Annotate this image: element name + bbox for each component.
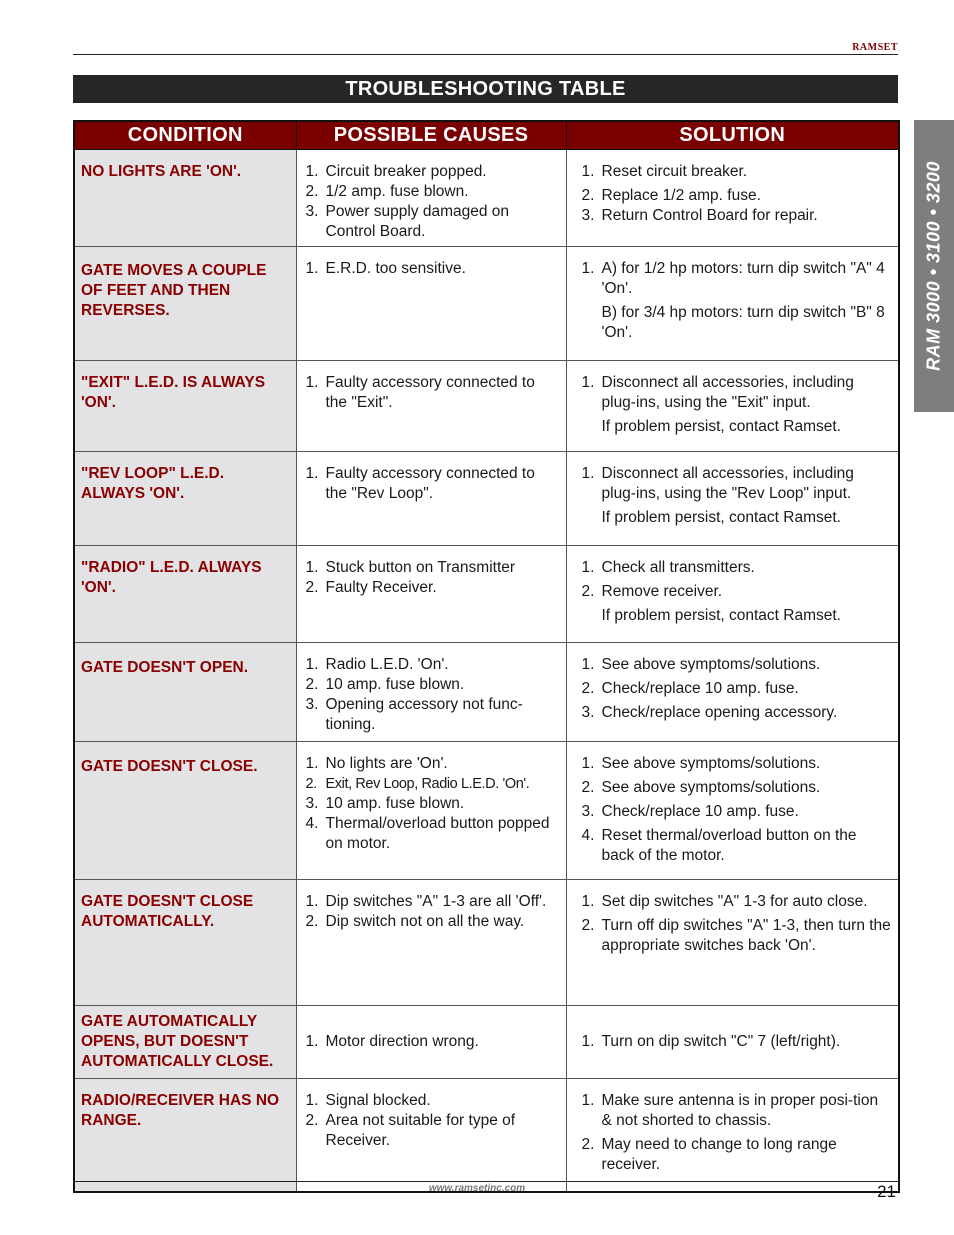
list-item: B) for 3/4 hp motors: turn dip switch "B" 8 'On'. [601, 303, 885, 341]
condition-cell: GATE AUTOMATICALLY OPENS, BUT DOESN'T AUTOMATICALLY CLOSE. [74, 1005, 296, 1078]
model-side-tab [914, 120, 954, 412]
list-item: 3. Check/replace 10 amp. fuse. [581, 802, 799, 820]
table-header-row [74, 121, 899, 149]
list-item: 2. Turn off dip switches "A" 1-3, then turn the appropriate switches back 'On'. [581, 916, 891, 954]
list-item: 1. Check all transmitters. [581, 558, 755, 576]
condition-cell: GATE DOESN'T CLOSE. [74, 741, 296, 879]
list-item: 1. Radio L.E.D. 'On'. [305, 655, 449, 673]
condition-cell: RADIO/RECEIVER HAS NO RANGE. [74, 1078, 296, 1192]
list-item: 2. 1/2 amp. fuse blown. [305, 182, 469, 200]
solution-cell [566, 360, 899, 451]
list-item: If problem persist, contact Ramset. [601, 508, 841, 526]
causes-cell [296, 149, 566, 246]
footer-url: www.ramsetinc.com [428, 1183, 526, 1194]
brand-logo: RAMSET [852, 42, 898, 53]
causes-cell [296, 360, 566, 451]
list-item: 3. 10 amp. fuse blown. [305, 794, 465, 812]
list-item: 1. Turn on dip switch "C" 7 (left/right). [581, 1032, 841, 1050]
table-row [74, 451, 899, 545]
page-number: 21 [877, 1182, 896, 1201]
solution-cell [566, 879, 899, 1005]
list-item: 1. E.R.D. too sensitive. [305, 259, 466, 277]
solution-cell [566, 545, 899, 642]
condition-cell: GATE DOESN'T OPEN. [74, 642, 296, 741]
list-item: If problem persist, contact Ramset. [601, 606, 841, 624]
list-item: 2. Area not suitable for type of Receiver. [305, 1111, 516, 1149]
list-item: 2. Dip switch not on all the way. [305, 912, 525, 930]
list-item: 3. Power supply damaged on Control Board. [305, 202, 510, 240]
list-item: 2. May need to change to long range receiver. [581, 1135, 837, 1173]
solution-cell [566, 149, 899, 246]
troubleshooting-table [73, 120, 900, 1193]
condition-cell: GATE MOVES A COUPLE OF FEET AND THEN REVERSES. [74, 246, 296, 360]
condition-cell: "RADIO" L.E.D. ALWAYS 'ON'. [74, 545, 296, 642]
table-row [74, 741, 899, 879]
top-rule [73, 54, 898, 55]
solution-cell [566, 451, 899, 545]
list-item: 1. See above symptoms/solutions. [581, 754, 821, 772]
list-item: 1. Faulty accessory connected to the "Exit". [305, 373, 535, 411]
list-item: If problem persist, contact Ramset. [601, 417, 841, 435]
bottom-rule [73, 1181, 898, 1182]
column-header-solution: SOLUTION [566, 121, 899, 149]
causes-cell [296, 246, 566, 360]
list-item: 1. Stuck button on Transmitter [305, 558, 516, 576]
list-item: 2. Remove receiver. [581, 582, 723, 600]
causes-cell [296, 545, 566, 642]
table-row [74, 545, 899, 642]
list-item: 2. Faulty Receiver. [305, 578, 437, 596]
column-header-condition: CONDITION [74, 121, 296, 149]
column-header-causes: POSSIBLE CAUSES [296, 121, 566, 149]
list-item: 1. See above symptoms/solutions. [581, 655, 821, 673]
condition-cell: GATE DOESN'T CLOSE AUTOMATICALLY. [74, 879, 296, 1005]
list-item: 1. Dip switches "A" 1-3 are all 'Off'. [305, 892, 547, 910]
list-item: 2. Check/replace 10 amp. fuse. [581, 679, 799, 697]
causes-cell [296, 879, 566, 1005]
list-item: 4. Reset thermal/overload button on the back of the motor. [581, 826, 857, 864]
list-item: 1. Circuit breaker popped. [305, 162, 487, 180]
list-item: 3. Check/replace opening accessory. [581, 703, 838, 721]
list-item: 1. Make sure antenna is in proper posi-tion & not shorted to chassis. [581, 1091, 879, 1129]
solution-cell [566, 246, 899, 360]
table-row [74, 149, 899, 246]
list-item: 1. Signal blocked. [305, 1091, 431, 1109]
list-item: 1. Set dip switches "A" 1-3 for auto close. [581, 892, 868, 910]
table-row [74, 1005, 899, 1078]
list-item: 4. Thermal/overload button popped on motor. [305, 814, 550, 852]
list-item: 2. 10 amp. fuse blown. [305, 675, 465, 693]
condition-cell: "EXIT" L.E.D. IS ALWAYS 'ON'. [74, 360, 296, 451]
list-item: 1. No lights are 'On'. [305, 754, 448, 772]
list-item: 3. Opening accessory not func-tioning. [305, 695, 523, 733]
causes-cell [296, 642, 566, 741]
solution-cell [566, 741, 899, 879]
causes-cell [296, 451, 566, 545]
solution-cell [566, 1078, 899, 1192]
list-item: 1. Motor direction wrong. [305, 1032, 479, 1050]
table-row [74, 879, 899, 1005]
list-item: 3. Return Control Board for repair. [581, 206, 818, 224]
table-row [74, 642, 899, 741]
solution-cell [566, 642, 899, 741]
list-item: 1. Reset circuit breaker. [581, 162, 748, 180]
list-item: 1. Faulty accessory connected to the "Rev Loop". [305, 464, 535, 502]
condition-cell: "REV LOOP" L.E.D. ALWAYS 'ON'. [74, 451, 296, 545]
list-item: 2. See above symptoms/solutions. [581, 778, 821, 796]
list-item: 1. Disconnect all accessories, including plug-ins, using the "Exit" input. [581, 373, 854, 411]
causes-cell [296, 1005, 566, 1078]
list-item: 1. A) for 1/2 hp motors: turn dip switch "A" 4 'On'. [581, 259, 885, 297]
causes-cell [296, 741, 566, 879]
causes-cell [296, 1078, 566, 1192]
table-row [74, 360, 899, 451]
solution-cell [566, 1005, 899, 1078]
list-item: 1. Disconnect all accessories, including plug-ins, using the "Rev Loop" input. [581, 464, 854, 502]
table-row [74, 1078, 899, 1192]
page-title: TROUBLESHOOTING TABLE [73, 75, 898, 103]
list-item: 2. Exit, Rev Loop, Radio L.E.D. 'On'. [305, 775, 530, 792]
table-row [74, 246, 899, 360]
list-item: 2. Replace 1/2 amp. fuse. [581, 186, 761, 204]
model-side-tab-label: RAM 3000 • 3100 • 3200 [923, 161, 944, 371]
condition-cell: NO LIGHTS ARE 'ON'. [74, 149, 296, 246]
